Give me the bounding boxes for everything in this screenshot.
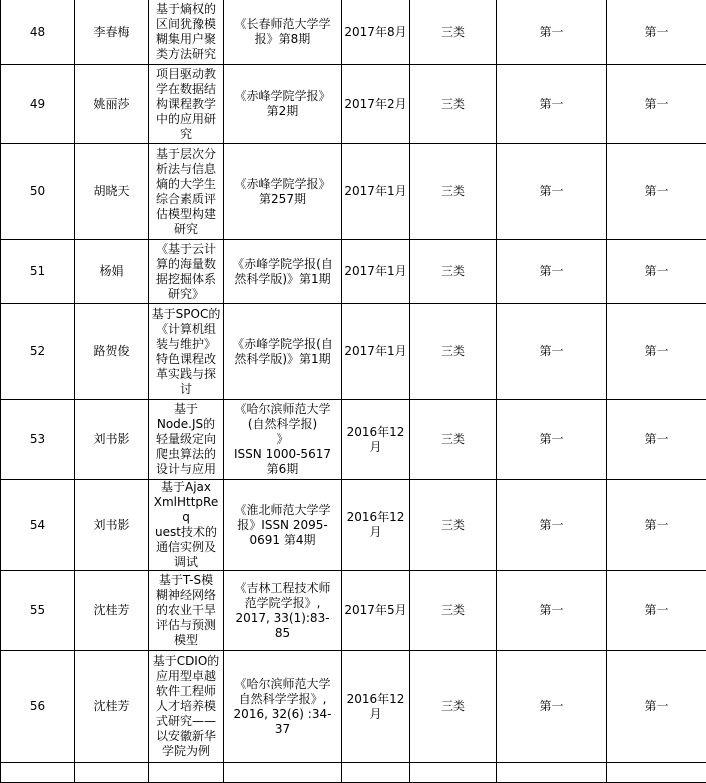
table-row	[1, 651, 706, 763]
table-row	[1, 65, 706, 144]
journal-cell: 《长春师范大学学 报》第8期	[224, 0, 342, 65]
table-row-partial	[1, 763, 706, 783]
category-cell: 三类	[410, 240, 497, 304]
journal-cell: 《哈尔滨师范大学 (自然科学报) 》 ISSN 1000-5617 第6期	[224, 400, 342, 480]
rank-cell: 第一	[607, 144, 706, 240]
category-cell: 三类	[410, 304, 497, 400]
journal-cell: 《赤峰学院学报》 第257期	[224, 144, 342, 240]
title-cell: 基于熵权的 区间犹豫模 糊集用户聚 类方法研究	[149, 0, 224, 65]
category-cell: 三类	[410, 571, 497, 651]
table-row	[1, 480, 706, 571]
rank-cell: 第一	[607, 400, 706, 480]
empty-cell	[149, 763, 224, 783]
row-number: 51	[1, 240, 75, 304]
rank-cell: 第一	[497, 304, 607, 400]
rank-cell: 第一	[497, 65, 607, 144]
date-cell: 2016年12月	[342, 651, 410, 763]
row-number: 49	[1, 65, 75, 144]
empty-cell	[224, 763, 342, 783]
title-cell: 基于SPOC的 《计算机组 装与维护》 特色课程改 革实践与探 讨	[149, 304, 224, 400]
category-cell: 三类	[410, 144, 497, 240]
row-number: 54	[1, 480, 75, 571]
row-number: 48	[1, 0, 75, 65]
journal-cell: 《淮北师范大学学 报》ISSN 2095- 0691 第4期	[224, 480, 342, 571]
title-cell: 基于 Node.JS的 轻量级定向 爬虫算法的 设计与应用	[149, 400, 224, 480]
author-cell: 李春梅	[75, 0, 149, 65]
date-cell: 2017年8月	[342, 0, 410, 65]
title-cell: 项目驱动教 学在数据结 构课程教学 中的应用研 究	[149, 65, 224, 144]
title-cell: 基于CDIO的 应用型卓越 软件工程师 人才培养模 式研究—— 以安徽新华 学院为例	[149, 651, 224, 763]
rank-cell: 第一	[607, 571, 706, 651]
author-cell: 沈桂芳	[75, 571, 149, 651]
journal-cell: 《赤峰学院学报(自 然科学版)》第1期	[224, 304, 342, 400]
row-number: 52	[1, 304, 75, 400]
journal-cell: 《哈尔滨师范大学 自然科学学报》, 2016, 32(6) :34- 37	[224, 651, 342, 763]
row-number: 50	[1, 144, 75, 240]
table-row	[1, 304, 706, 400]
rank-cell: 第一	[607, 240, 706, 304]
rank-cell: 第一	[497, 240, 607, 304]
date-cell: 2016年12月	[342, 480, 410, 571]
table-row	[1, 240, 706, 304]
empty-cell	[497, 763, 607, 783]
rank-cell: 第一	[497, 144, 607, 240]
date-cell: 2017年5月	[342, 571, 410, 651]
category-cell: 三类	[410, 651, 497, 763]
category-cell: 三类	[410, 0, 497, 65]
journal-cell: 《赤峰学院学报》 第2期	[224, 65, 342, 144]
empty-cell	[342, 763, 410, 783]
author-cell: 刘书影	[75, 400, 149, 480]
author-cell: 刘书影	[75, 480, 149, 571]
table-row	[1, 0, 706, 65]
rank-cell: 第一	[607, 480, 706, 571]
date-cell: 2017年1月	[342, 240, 410, 304]
empty-cell	[607, 763, 706, 783]
rank-cell: 第一	[607, 304, 706, 400]
date-cell: 2016年12月	[342, 400, 410, 480]
row-number: 55	[1, 571, 75, 651]
row-number: 53	[1, 400, 75, 480]
rank-cell: 第一	[497, 0, 607, 65]
rank-cell: 第一	[607, 65, 706, 144]
author-cell: 沈桂芳	[75, 651, 149, 763]
journal-cell: 《吉林工程技术师 范学院学报》, 2017, 33(1):83- 85	[224, 571, 342, 651]
rank-cell: 第一	[497, 651, 607, 763]
rank-cell: 第一	[607, 0, 706, 65]
rank-cell: 第一	[497, 480, 607, 571]
empty-cell	[75, 763, 149, 783]
rank-cell: 第一	[497, 400, 607, 480]
author-cell: 姚丽莎	[75, 65, 149, 144]
author-cell: 杨娟	[75, 240, 149, 304]
author-cell: 路贺俊	[75, 304, 149, 400]
table-row	[1, 571, 706, 651]
category-cell: 三类	[410, 480, 497, 571]
date-cell: 2017年2月	[342, 65, 410, 144]
rank-cell: 第一	[607, 651, 706, 763]
title-cell: 《基于云计 算的海量数 据挖掘体系 研究》	[149, 240, 224, 304]
author-cell: 胡晓天	[75, 144, 149, 240]
row-number: 56	[1, 651, 75, 763]
date-cell: 2017年1月	[342, 304, 410, 400]
date-cell: 2017年1月	[342, 144, 410, 240]
category-cell: 三类	[410, 400, 497, 480]
title-cell: 基于层次分 析法与信息 熵的大学生 综合素质评 估模型构建 研究	[149, 144, 224, 240]
category-cell: 三类	[410, 65, 497, 144]
title-cell: 基于Ajax XmlHttpReq uest技术的 通信实例及 调试	[149, 480, 224, 571]
empty-cell	[1, 763, 75, 783]
title-cell: 基于T-S模 糊神经网络 的农业干旱 评估与预测 模型	[149, 571, 224, 651]
table-row	[1, 400, 706, 480]
empty-cell	[410, 763, 497, 783]
table-row	[1, 144, 706, 240]
journal-cell: 《赤峰学院学报(自 然科学版)》第1期	[224, 240, 342, 304]
rank-cell: 第一	[497, 571, 607, 651]
